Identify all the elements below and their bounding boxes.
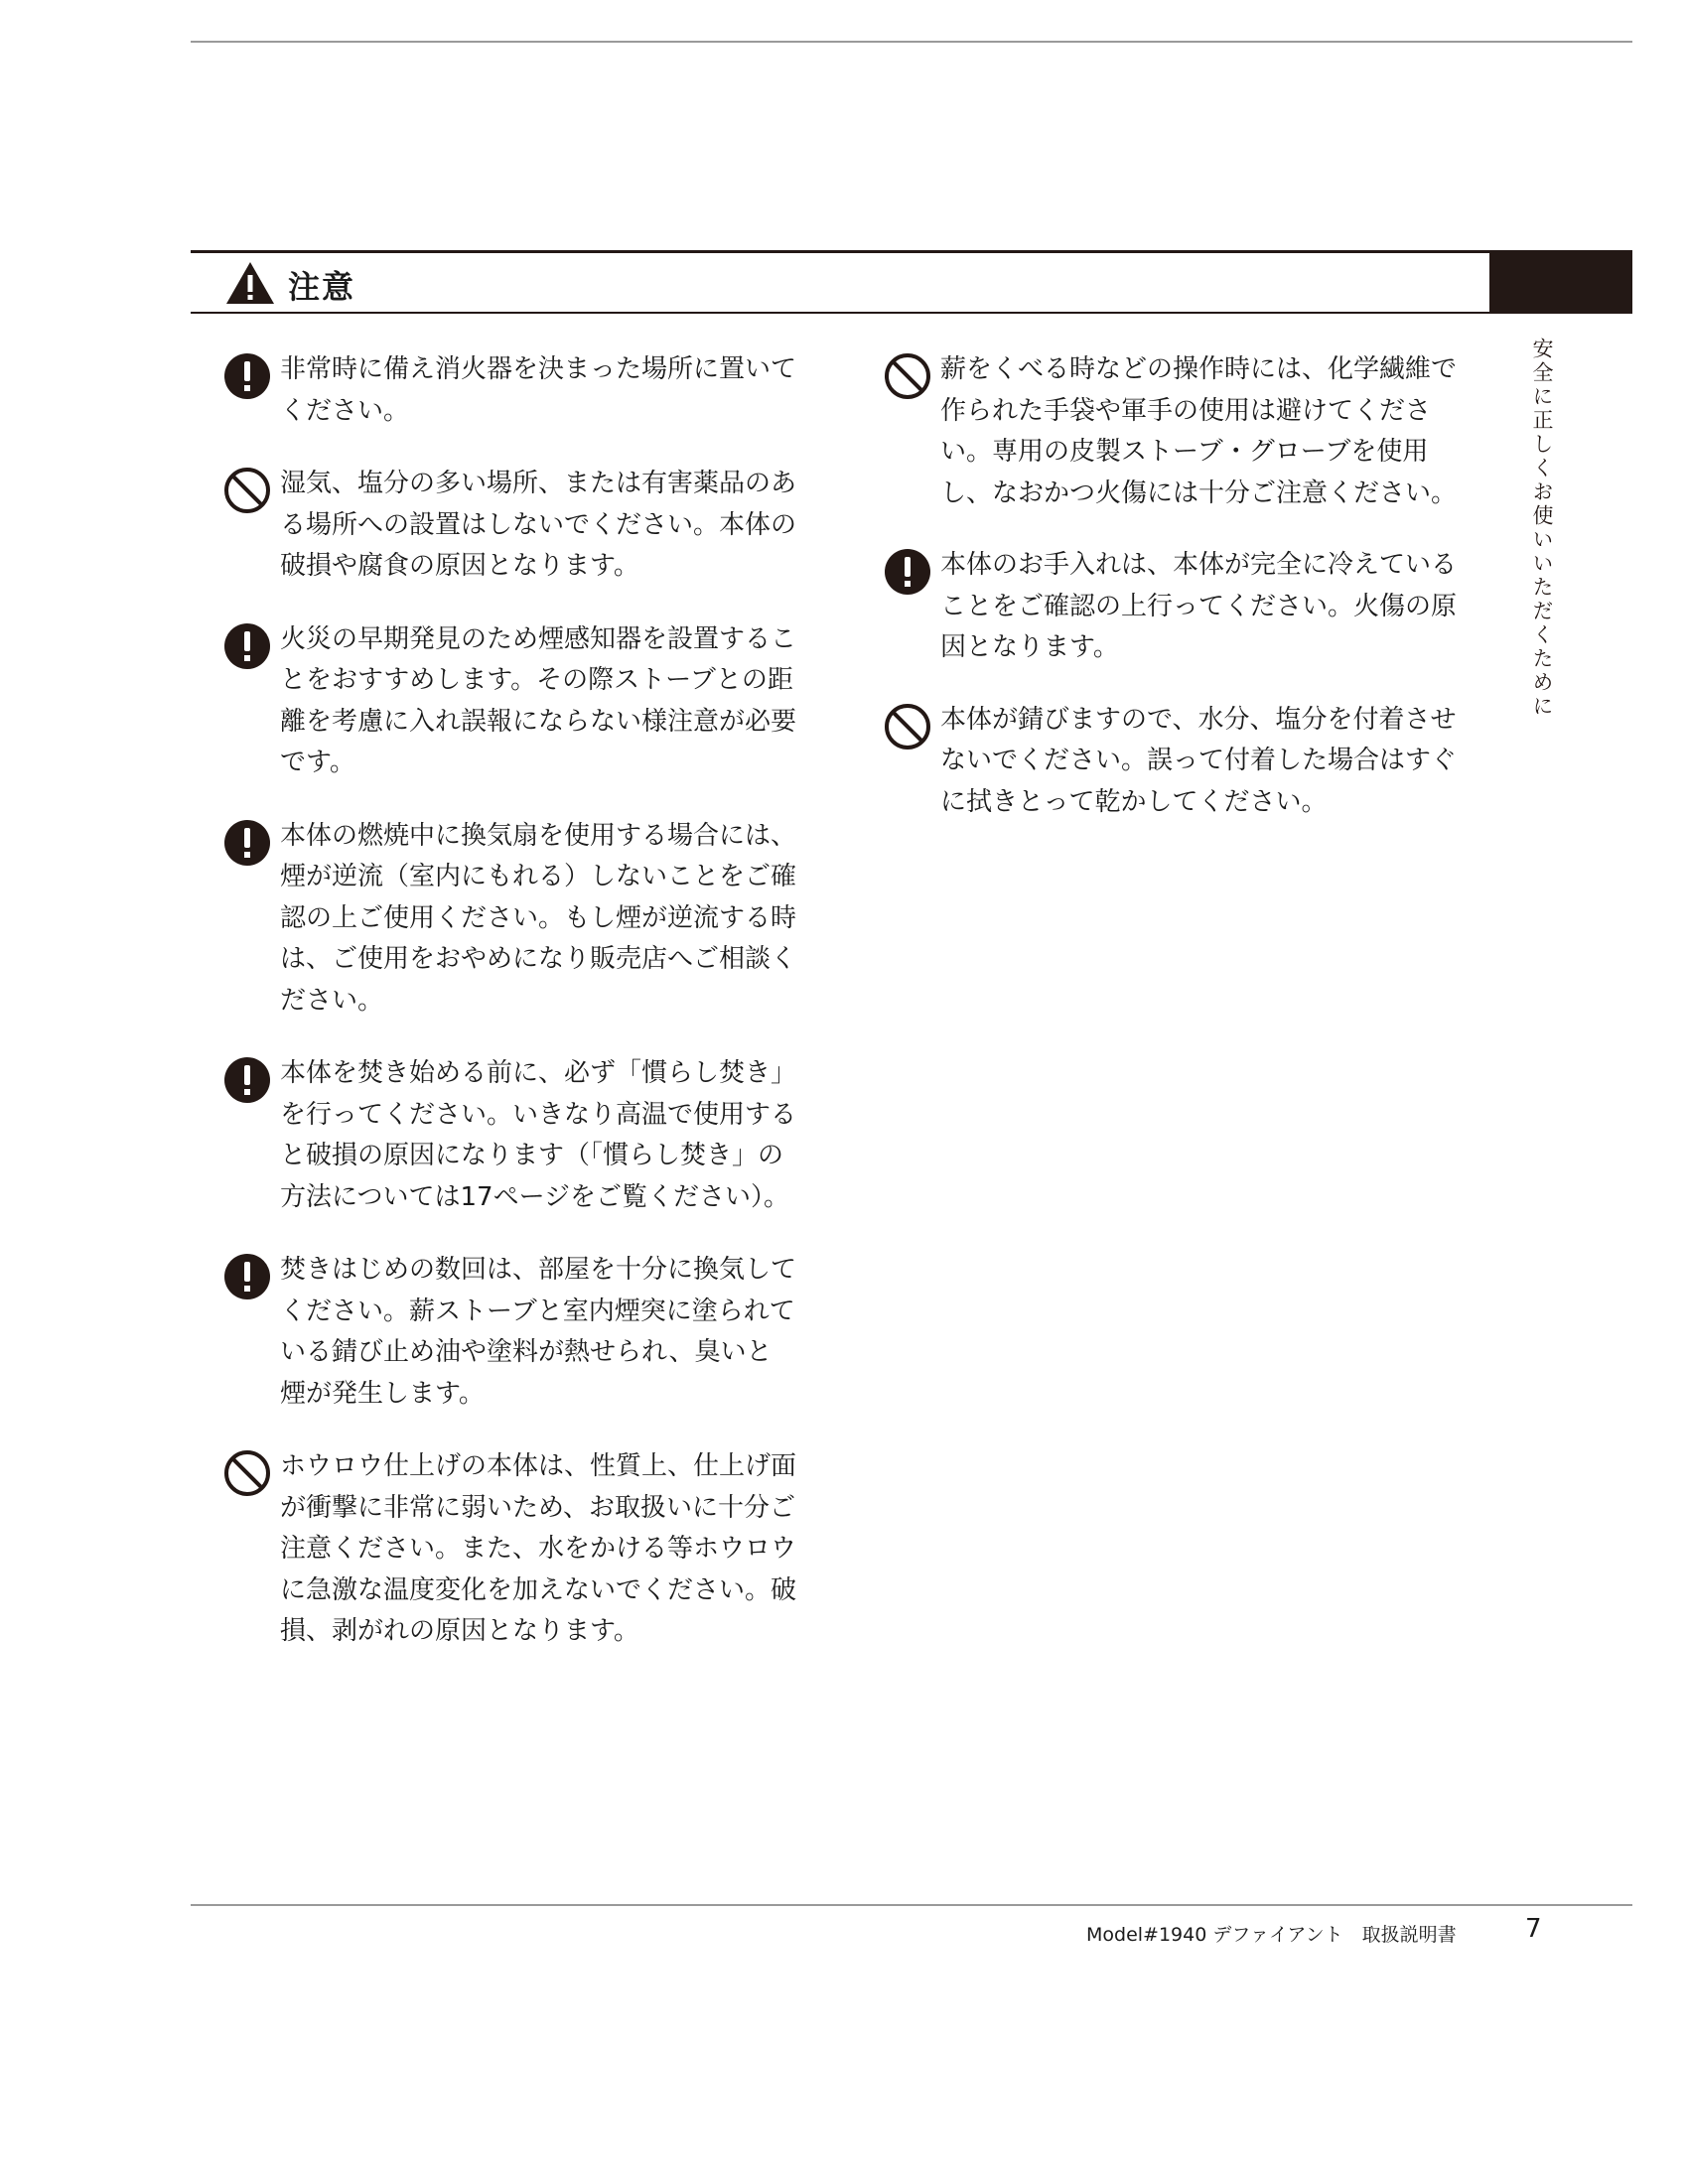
- caution-header: [191, 250, 1632, 315]
- caution-item: [883, 545, 1478, 669]
- right-column: [883, 349, 1478, 854]
- mandatory-icon: [222, 351, 272, 401]
- mandatory-icon: [883, 547, 932, 597]
- caution-item: [883, 349, 1478, 514]
- footer-manual-title: Model#1940 デファイアント 取扱説明書: [1086, 1924, 1457, 1946]
- mandatory-icon: [222, 621, 272, 671]
- section-title: 注意: [288, 268, 356, 306]
- caution-item: [222, 464, 818, 588]
- caution-item: [222, 619, 818, 784]
- caution-item: [222, 816, 818, 1023]
- prohibition-icon: [222, 466, 272, 515]
- caution-item: [222, 1446, 818, 1653]
- prohibition-icon: [222, 1448, 272, 1498]
- top-rule: [191, 41, 1632, 43]
- prohibition-icon: [883, 702, 932, 751]
- mandatory-icon: [222, 818, 272, 868]
- caution-item: [222, 1250, 818, 1415]
- caution-text: 本体を焚き始める前に、必ず「慣らし焚き」を行ってください。いきなり高温で使用すると破損の原因になります（「慣らし焚き」の方法については17ページをご覧ください）。: [280, 1058, 797, 1212]
- mandatory-icon: [222, 1055, 272, 1105]
- caution-text: 薪をくべる時などの操作時には、化学繊維で作られた手袋や軍手の使用は避けてください。専用の皮製ストーブ・グローブを使用し、なおかつ火傷には十分ご注意ください。: [940, 354, 1458, 508]
- bottom-rule: [191, 1904, 1632, 1906]
- caution-text: 本体のお手入れは、本体が完全に冷えていることをご確認の上行ってください。火傷の原因となります。: [940, 550, 1458, 662]
- header-bottom-rule: [191, 312, 1632, 314]
- header-top-rule: [191, 250, 1632, 253]
- mandatory-icon: [222, 1252, 272, 1301]
- caution-text: 湿気、塩分の多い場所、または有害薬品のある場所への設置はしないでください。本体の破損や腐食の原因となります。: [280, 469, 797, 581]
- page-number: 7: [1525, 1914, 1542, 1944]
- caution-text: 非常時に備え消火器を決まった場所に置いてください。: [280, 354, 797, 426]
- caution-text: ホウロウ仕上げの本体は、性質上、仕上げ面が衝撃に非常に弱いため、お取扱いに十分ご注意ください。また、水をかける等ホウロウに急激な温度変化を加えないでください。破損、剥がれの原因となります。: [280, 1451, 797, 1646]
- caution-text: 焚きはじめの数回は、部屋を十分に換気してください。薪ストーブと室内煙突に塗られている錆び止め油や塗料が熱せられ、臭いと煙が発生します。: [280, 1255, 797, 1409]
- caution-text: 火災の早期発見のため煙感知器を設置することをおすすめします。その際ストーブとの距離を考慮に入れ誤報にならない様注意が必要です。: [280, 623, 797, 777]
- caution-text: 本体が錆びますので、水分、塩分を付着させないでください。誤って付着した場合はすぐに拭きとって乾かしてください。: [940, 704, 1458, 817]
- left-column: [222, 349, 818, 1685]
- section-tab: [1489, 250, 1632, 314]
- caution-item: [222, 349, 818, 432]
- prohibition-icon: [883, 351, 932, 401]
- caution-text: 本体の燃焼中に換気扇を使用する場合には、煙が逆流（室内にもれる）しないことをご確認の上ご使用ください。もし煙が逆流する時は、ご使用をおやめになり販売店へご相談ください。: [280, 820, 797, 1016]
- warning-triangle-icon: [224, 260, 276, 306]
- caution-item: [222, 1053, 818, 1218]
- caution-item: [883, 700, 1478, 824]
- side-section-label: 安全に正しくお使いいただくために: [1530, 338, 1554, 719]
